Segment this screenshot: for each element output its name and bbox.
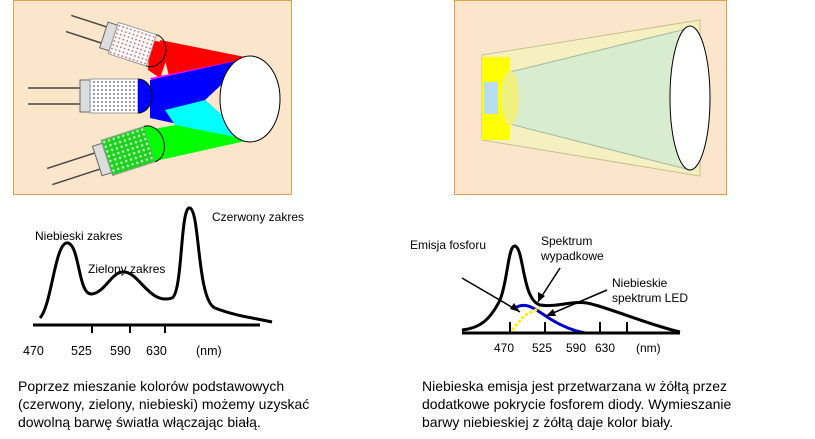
left-tick-525: 525 [71,344,92,358]
left-tick-630: 630 [146,344,167,358]
right-caption: Niebieska emisja jest przetwarzana w żółtą przez dodatkowe pokrycie fosforem diody. Wymieszanie barwy niebieskiej z żółtą daje kolor biały. [422,378,732,430]
green-led [44,122,169,194]
blue-led-curve [515,305,585,333]
red-range-label: Czerwony zakres [212,210,305,224]
left-tick-590: 590 [110,344,131,358]
rgb-led-illustration [28,8,280,194]
phosphor-pointer [462,278,520,312]
blue-led-spectrum-label: Niebieskie spektrum LED [612,276,689,305]
blue-pointer [546,290,607,316]
resultant-spectrum-label: Spektrum wypadkowe [541,234,604,263]
lens [220,56,280,142]
green-range-label: Zielony zakres [88,262,166,276]
blue-chip [484,82,498,114]
left-unit: (nm) [196,344,222,358]
phosphor-curve [512,308,540,330]
phosphor-led-illustration [482,20,710,176]
phosphor-glow [501,71,519,125]
right-unit: (nm) [636,341,661,355]
left-caption: Poprzez mieszanie kolorów podstawowych (czerwony, zielony, niebieski) możemy uzyskać dowolną barwę światła włączając białą. [18,378,310,430]
lens-right [670,26,710,170]
left-tick-470: 470 [23,344,44,358]
blue-led [28,79,152,113]
right-tick-525: 525 [532,341,553,355]
right-tick-470: 470 [494,341,515,355]
right-tick-590: 590 [566,341,587,355]
right-tick-630: 630 [595,341,616,355]
phosphor-emission-label: Emisja fosforu [410,238,487,252]
blue-range-label: Niebieski zakres [35,229,123,243]
